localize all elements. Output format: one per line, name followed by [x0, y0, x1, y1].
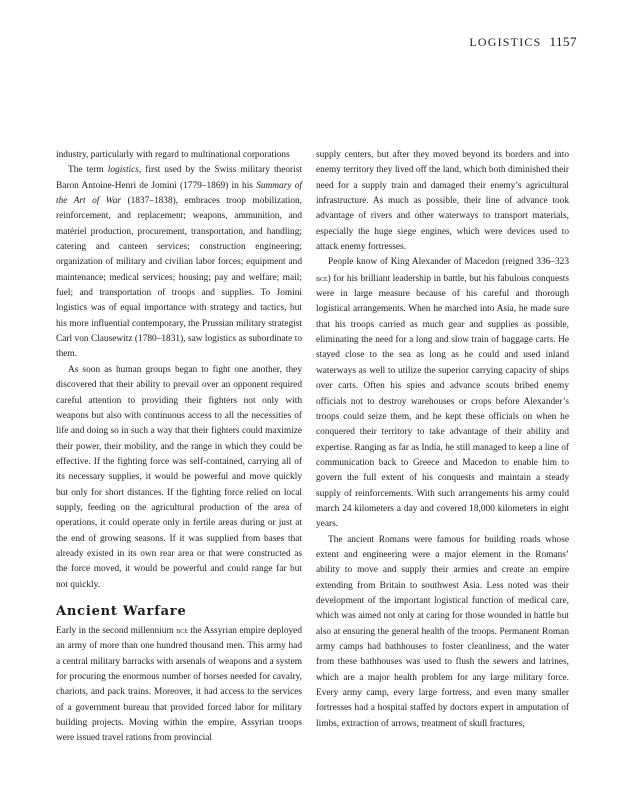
page-number: 1157 [549, 34, 577, 49]
book-title: Summary of the Art of War [56, 180, 302, 207]
text-run: Early in the second millennium [56, 625, 177, 636]
era-abbrev: bce [316, 273, 328, 283]
paragraph [56, 623, 302, 747]
text-run: first used by the Swiss military theorist Baron Antoine-Henri de Jomini (1779–1869) in his [56, 165, 302, 191]
right-column [316, 148, 569, 732]
left-column [56, 148, 302, 747]
section-heading: Ancient Warfare [56, 603, 187, 619]
term-logistics: logistics, [107, 165, 142, 176]
text-run: The term [68, 165, 108, 176]
paragraph: supply centers, but after they moved beyond its borders and into enemy territory they lived off the land, which both diminished their need for a supply train and damaged their enemy’s agricultural infrastructure. As much as possible, their line of advance took advantage of rivers and other waterways to transport materials, especially the huge siege engines, which were devices used to attack enemy fortresses. [316, 150, 569, 253]
text-run: the Assyrian empire deployed an army of more than one hundred thousand men. This army had a central military barracks with arsenals of weapons and a system for procuring the enormous number of horses needed for cavalry, chariots, and pack trains. Moreover, it had access to the services of a government bureau that provided forced labor for military building projects. Moving within the empire, Assyrian troops were issued travel rations from provincial [56, 625, 302, 744]
paragraph: The ancient Romans were famous for building roads whose extent and engineering were a major element in the Romans’ ability to move and supply their armies and create an empire extending from Britain to southwest Asia. Less noted was their development of the important logistical function of medical care, which was aimed not only at caring for those wounded in battle but also at ensuring the general health of the troops. Permanent Roman army camps had bathhouses to foster cleanliness, and the water from these bathhouses was used to flush the sewers and latrines, which are a major health problem for any large military force. Every army camp, every large fortress, and even many smaller fortresses had a hospital staffed by doctors expert in amputation of limbs, extraction of arrows, treatment of skull fractures, [316, 534, 569, 729]
text-run: (1837–1838), embraces troop mobilization, reinforcement, and replacement; weapons, ammunition, and matériel production, procurement, transportation, and handling; catering and canteen services; construction engineering; organization of military and civilian labor forces; equipment and maintenance; medical services; housing; pay and welfare; mail; fuel; and transportation of troops and supplies. To Jomini logistics was of equal importance with strategy and tactics, but his more influential contemporary, the Prussian military strategist Carl von Clausewitz (1780–1831), saw logistics as subordinate to them. [56, 196, 302, 360]
text-run: People know of King Alexander of Macedon (reigned 336–323 [328, 257, 569, 268]
paragraph [316, 255, 569, 532]
paragraph: industry, particularly with regard to multinational corporations [56, 150, 290, 160]
paragraph: As soon as human groups began to fight one another, they discovered that their ability to prevail over an opponent required careful attention to providing their fighters not only with weapons but also with continuous access to all the necessities of life and doing so in such a way that their fighters could maximize their power, their mobility, and the range in which they could be effective. If the fighting force was self-contained, carrying all of its necessary supplies, it would be powerful and move quickly but only for short distances. If the fighting force relied on local supply, feeding on the agricultural production of the area of operations, it could operate only in fertile areas during or just at the end of growing seasons. If it was supplied from bases that already existed in its own rear area or that were constructed as the force moved, it would be powerful and could range far but not quickly. [56, 364, 302, 590]
paragraph [56, 163, 302, 362]
era-abbrev: bce [176, 625, 188, 635]
running-head-title: LOGISTICS [469, 35, 542, 49]
running-head [469, 34, 577, 50]
text-run: ) for his brilliant leadership in battle, but his fabulous conquests were in large measure because of his careful and thorough logistical arrangements. When he marched into Asia, he made sure that his troops carried as much gear and supplies as possible, eliminating the need for a long and slow train of baggage carts. He stayed close to the sea as long as he could and used inland waterways as well to utilize the superior carrying capacity of ships over carts. Often his spies and advance scouts bribed enemy officials not to destroy warehouses or crops before Alexander’s troops could seize them, and he kept these officials on when he conquered their territory to take advantage of their ability and expertise. Ranging as far as India, he still managed to keep a line of communication back to Greece and Macedon to enable him to govern the full extent of his conquests and maintain a steady supply of reinforcements. With such arrangements his army could march 24 kilometers a day and covered 18,000 kilometers in eight years. [316, 273, 569, 530]
